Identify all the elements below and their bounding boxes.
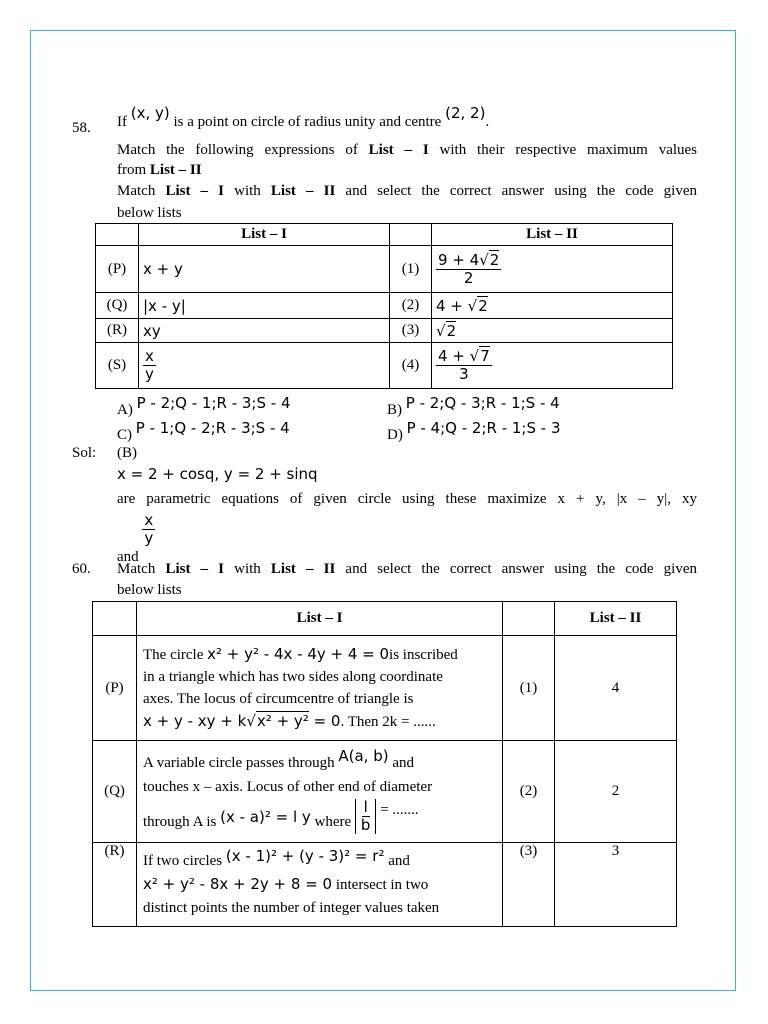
option-b xyxy=(387,394,560,418)
q58-line1 xyxy=(117,104,697,131)
empty-header xyxy=(93,602,137,636)
fraction xyxy=(142,512,155,547)
denominator: 2 xyxy=(463,268,474,287)
q58-line2 xyxy=(117,142,697,159)
table-row xyxy=(93,741,677,843)
point-expr: (x, y) xyxy=(130,104,170,122)
row-number: (3) xyxy=(503,843,555,927)
row-number: (1) xyxy=(390,246,432,293)
text: Match the following expressions of xyxy=(117,142,358,158)
empty-header xyxy=(503,602,555,636)
line: touches x – axis. Locus of other end of diameter xyxy=(143,778,433,795)
centre-expr: (2, 2) xyxy=(445,104,486,122)
text: is inscribed xyxy=(389,647,458,663)
bold-text: List – I xyxy=(368,142,429,158)
bold-text: List – II xyxy=(149,162,202,178)
table-row xyxy=(96,293,673,319)
table-row xyxy=(93,636,677,741)
list1-expr: xy xyxy=(139,319,390,343)
option-text: P - 4;Q - 2;R - 1;S - 3 xyxy=(406,419,561,437)
numerator: x xyxy=(144,511,154,529)
text: where xyxy=(314,813,352,830)
sol-label: Sol: xyxy=(72,445,97,461)
row-label: (P) xyxy=(93,636,137,741)
q58-table xyxy=(95,223,673,389)
text: intersect in two xyxy=(335,877,429,893)
numerator: x xyxy=(145,347,154,365)
option-d xyxy=(387,419,561,443)
fraction xyxy=(143,348,156,383)
text: 4 + xyxy=(438,347,470,365)
q58-line5: below lists xyxy=(117,205,182,221)
row-label: (Q) xyxy=(93,741,137,843)
sol-answer: (B) xyxy=(117,445,137,461)
line xyxy=(143,849,496,873)
q60-number: 60. xyxy=(72,561,91,577)
table-row xyxy=(96,319,673,343)
line: axes. The locus of circumcentre of triangle is xyxy=(143,691,414,707)
line xyxy=(143,873,496,897)
list2-value: 4 + √2 xyxy=(432,293,673,319)
numerator: 9 + 4√2 xyxy=(438,250,500,269)
list1-item xyxy=(137,636,503,741)
text: . xyxy=(485,114,490,130)
sol-text: are parametric equations of given circle using these maximize x + y, |x – y|, xy xyxy=(117,491,697,507)
q60-line1 xyxy=(117,561,697,578)
option-label: D) xyxy=(387,427,403,443)
equation: x² + y² - 8x + 2y + 8 = 0 xyxy=(143,875,333,893)
list2-value xyxy=(432,246,673,293)
list1-header: List – I xyxy=(137,602,503,636)
row-number: (2) xyxy=(390,293,432,319)
row-label: (Q) xyxy=(96,293,139,319)
list2-value: 2 xyxy=(555,741,677,843)
text: is a point on circle of radius unity and centre xyxy=(173,114,442,130)
option-label: C) xyxy=(117,427,132,443)
text: The circle xyxy=(143,647,204,663)
option-text: P - 2;Q - 1;R - 3;S - 4 xyxy=(136,394,291,412)
sol-equation: x = 2 + cosq, y = 2 + sinq xyxy=(117,465,318,483)
text: 4 + xyxy=(436,296,468,315)
list2-header: List – II xyxy=(432,224,673,246)
row-number: (4) xyxy=(390,343,432,389)
table-row xyxy=(96,343,673,389)
row-label: (P) xyxy=(96,246,139,293)
option-label: A) xyxy=(117,402,133,418)
list2-value xyxy=(432,343,673,389)
text: and xyxy=(117,548,139,565)
abs-fraction xyxy=(355,799,377,834)
line: distinct points the number of integer values taken xyxy=(143,900,440,916)
equation: A(a, b) xyxy=(338,746,389,765)
bold-text: List – I xyxy=(165,561,224,577)
q60-table xyxy=(92,601,677,927)
line: x + y - xy + k√x² + y² = 0. Then 2k = ...... xyxy=(143,712,436,730)
text: . Then 2 xyxy=(340,714,390,730)
option-c xyxy=(117,419,290,443)
equation: (x - a)² = l y xyxy=(220,807,311,826)
bold-text: List – II xyxy=(270,561,336,577)
bold-text: List – I xyxy=(165,183,224,199)
list1-item xyxy=(137,741,503,843)
option-label: B) xyxy=(387,402,402,418)
option-text: P - 2;Q - 3;R - 1;S - 4 xyxy=(405,394,560,412)
list1-expr: |x - y| xyxy=(139,293,390,319)
list1-expr: x + y xyxy=(139,246,390,293)
sol-and-line xyxy=(117,511,155,565)
list1-item xyxy=(137,843,503,927)
option-text: P - 1;Q - 2;R - 3;S - 4 xyxy=(135,419,290,437)
equation: x + y - xy + k xyxy=(143,712,247,730)
q58-number: 58. xyxy=(72,120,91,136)
numerator: 4 + √7 xyxy=(438,347,490,365)
empty-header xyxy=(390,224,432,246)
list2-value: 4 xyxy=(555,636,677,741)
row-label: (S) xyxy=(96,343,139,389)
text: Match xyxy=(117,561,156,577)
text: A variable circle passes through xyxy=(143,754,335,771)
text: through A is xyxy=(143,813,217,830)
row-label: (R) xyxy=(96,319,139,343)
q60-line2: below lists xyxy=(117,582,182,598)
list1-expr xyxy=(139,343,390,389)
radicand: 2 xyxy=(478,296,488,315)
q58-line3 xyxy=(117,162,202,179)
radicand: 2 xyxy=(489,250,500,269)
text: and select the correct answer using the code given xyxy=(345,183,697,199)
text: 9 + 4 xyxy=(438,250,480,269)
row-number: (1) xyxy=(503,636,555,741)
denominator: b xyxy=(360,815,371,834)
text: and select the correct answer using the code given xyxy=(345,561,697,577)
line: in a triangle which has two sides along coordinate xyxy=(143,669,443,685)
radicand: 7 xyxy=(480,347,490,365)
radicand: x² + y² xyxy=(256,712,309,730)
table-row xyxy=(96,246,673,293)
radicand: 2 xyxy=(446,321,457,340)
equation: = 0 xyxy=(308,712,341,730)
equation: (x - 1)² + (y - 3)² = r² xyxy=(225,847,385,865)
equation: x² + y² - 4x - 4y + 4 = 0 xyxy=(207,645,390,663)
text: from xyxy=(117,162,147,178)
line xyxy=(143,746,496,775)
text: with xyxy=(234,183,261,199)
option-a xyxy=(117,394,291,418)
list1-header: List – I xyxy=(139,224,390,246)
text: and xyxy=(388,853,410,869)
numerator: l xyxy=(363,797,368,816)
denominator: y xyxy=(145,365,154,383)
list2-value: √2 xyxy=(432,319,673,343)
list2-header: List – II xyxy=(555,602,677,636)
table-row xyxy=(93,843,677,927)
fraction xyxy=(436,252,501,287)
denominator: y xyxy=(144,529,154,547)
text: If xyxy=(117,114,127,130)
denominator: 3 xyxy=(459,365,469,383)
text: If two circles xyxy=(143,853,223,869)
text: Match xyxy=(117,183,156,199)
text: = ....... xyxy=(380,801,419,818)
fraction xyxy=(359,799,373,834)
row-label: (R) xyxy=(93,843,137,927)
text: with xyxy=(234,561,261,577)
row-number: (3) xyxy=(390,319,432,343)
fraction xyxy=(436,348,492,383)
empty-header xyxy=(96,224,139,246)
text: and xyxy=(392,754,414,771)
line xyxy=(143,799,496,834)
text: with their respective maximum values xyxy=(439,142,698,158)
list2-value: 3 xyxy=(555,843,677,927)
text: k = ...... xyxy=(389,714,436,730)
line xyxy=(143,643,496,666)
q58-line4 xyxy=(117,183,697,200)
bold-text: List – II xyxy=(270,183,336,199)
row-number: (2) xyxy=(503,741,555,843)
